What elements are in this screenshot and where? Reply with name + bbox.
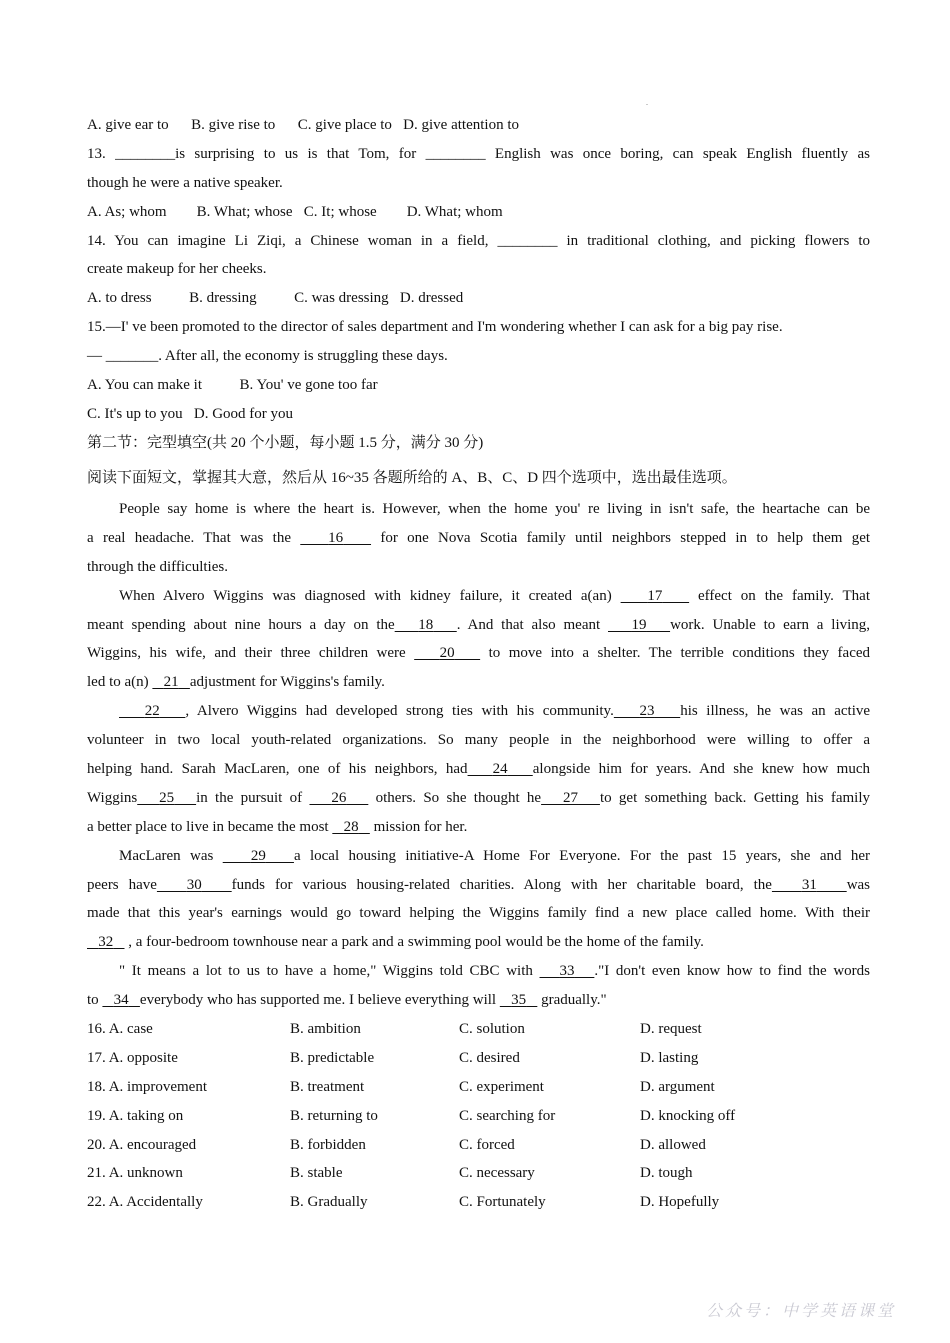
text-line bbox=[87, 582, 870, 611]
text-run: adjustment for Wiggins's family. bbox=[189, 674, 385, 691]
blank-34: 34 bbox=[113, 992, 129, 1009]
option bbox=[290, 1188, 367, 1217]
text-line bbox=[87, 755, 870, 784]
paragraph bbox=[87, 842, 870, 958]
text-line bbox=[87, 342, 870, 371]
option bbox=[640, 1073, 715, 1102]
blank-21: 21 bbox=[163, 674, 179, 691]
option bbox=[640, 1159, 693, 1188]
text-run: 15.—I' ve been promoted to the director of sales department and I'm wondering whether I can ask for a big pay rise. bbox=[87, 319, 783, 336]
option bbox=[459, 1159, 535, 1188]
option bbox=[640, 1102, 735, 1131]
blank-29: 29 bbox=[250, 847, 266, 864]
option bbox=[459, 1073, 544, 1102]
text-run: meant spending about nine hours a day on the bbox=[87, 616, 395, 633]
paragraph bbox=[87, 957, 870, 1015]
text-run: When Alvero Wiggins was diagnosed with kidney failure, it created a(an) bbox=[119, 587, 621, 604]
text-run: MacLaren was bbox=[119, 847, 223, 864]
text-run: A. You can make it B. You' ve gone too far bbox=[87, 377, 378, 394]
text-run: A. give ear to B. give rise to C. give place to D. give attention to bbox=[87, 117, 519, 133]
option-text: D. allowed bbox=[640, 1136, 706, 1153]
blank-22: 22 bbox=[144, 703, 160, 720]
text-run: Wiggins bbox=[87, 789, 138, 806]
option bbox=[87, 1159, 183, 1188]
text-line bbox=[87, 140, 870, 169]
text-line bbox=[87, 553, 870, 582]
option bbox=[640, 1044, 698, 1073]
blank-20: 20 bbox=[439, 645, 455, 662]
option bbox=[459, 1131, 515, 1160]
text-run: work. Unable to earn a living, bbox=[670, 616, 870, 633]
text-run: . And that also meant bbox=[456, 616, 608, 633]
questions-12-15 bbox=[87, 111, 870, 458]
question-number: 18. bbox=[87, 1078, 106, 1095]
text-line bbox=[87, 429, 870, 458]
blank-31: 31 bbox=[801, 876, 817, 893]
blank-30: 30 bbox=[186, 876, 202, 893]
option bbox=[290, 1131, 366, 1160]
option-row bbox=[87, 1015, 870, 1044]
text-run: A. As; whom B. What; whose C. It; whose D. What; whom bbox=[87, 203, 503, 220]
option-text: A. improvement bbox=[108, 1078, 208, 1095]
option-text: C. searching for bbox=[459, 1107, 556, 1124]
option bbox=[87, 1015, 153, 1044]
option-text: D. argument bbox=[640, 1078, 715, 1095]
blank-32: 32 bbox=[98, 934, 114, 951]
option-text: B. returning to bbox=[290, 1107, 378, 1124]
text-line bbox=[87, 784, 870, 813]
question-number: 17. bbox=[87, 1049, 106, 1066]
option bbox=[459, 1044, 520, 1073]
option bbox=[290, 1073, 364, 1102]
blank-17: 17 bbox=[647, 587, 663, 604]
blank-16: 16 bbox=[328, 529, 344, 546]
text-run: volunteer in two local youth-related organizations. So many people in the neighborhood were willing to offer a bbox=[87, 732, 870, 749]
option-text: B. treatment bbox=[290, 1078, 365, 1095]
text-run: to bbox=[87, 992, 103, 1009]
question-number: 16. bbox=[87, 1021, 106, 1038]
question-number: 22. bbox=[87, 1194, 106, 1211]
option-row bbox=[87, 1131, 870, 1160]
text-run: , Alvero Wiggins had developed strong ties with his community. bbox=[185, 703, 614, 720]
question-number: 21. bbox=[87, 1165, 106, 1182]
paragraph bbox=[87, 582, 870, 698]
text-run: a real headache. That was the bbox=[87, 529, 301, 546]
blank-33: 33 bbox=[559, 963, 575, 980]
cloze-passage bbox=[87, 470, 870, 1217]
text-run: to get something back. Getting his family bbox=[599, 789, 870, 806]
option bbox=[290, 1159, 343, 1188]
text-line bbox=[87, 813, 870, 842]
text-run: though he were a native speaker. bbox=[87, 174, 283, 191]
text-run: 14. You can imagine Li Ziqi, a Chinese woman in a field, ________ in traditional clothing, and picking flowers to bbox=[87, 232, 870, 249]
text-run: in the pursuit of bbox=[196, 789, 310, 806]
option-text: A. Accidentally bbox=[108, 1194, 203, 1211]
instruction: 阅读下面短文，掌握其大意，然后从 16~35 各题所给的 A、B、C、D 四个选项中，选出最佳选项。 bbox=[87, 470, 737, 486]
text-run: ."I don't even know how to find the words bbox=[594, 963, 870, 980]
option-text: D. Hopefully bbox=[640, 1194, 720, 1211]
option bbox=[459, 1102, 555, 1131]
text-line bbox=[87, 284, 870, 313]
question-number: 20. bbox=[87, 1136, 106, 1153]
option bbox=[87, 1044, 178, 1073]
text-run: 第二节：完型填空(共 20 个小题，每小题 1.5 分，满分 30 分) bbox=[87, 434, 484, 451]
text-run: others. So she thought he bbox=[368, 789, 542, 806]
option-text: D. lasting bbox=[640, 1049, 699, 1066]
option-text: B. Gradually bbox=[290, 1194, 368, 1211]
text-run: — _______. After all, the economy is struggling these days. bbox=[87, 348, 448, 365]
option-text: C. solution bbox=[459, 1021, 525, 1038]
text-run: peers have bbox=[87, 876, 157, 893]
text-line bbox=[87, 611, 870, 640]
options-list bbox=[87, 1015, 870, 1217]
option-text: B. forbidden bbox=[290, 1136, 366, 1153]
text-line bbox=[87, 198, 870, 227]
text-line bbox=[87, 986, 870, 1015]
option-text: A. opposite bbox=[108, 1049, 178, 1066]
option-text: A. taking on bbox=[108, 1107, 184, 1124]
option-text: D. tough bbox=[640, 1165, 693, 1182]
option-row bbox=[87, 1188, 870, 1217]
text-run: everybody who has supported me. I believe everything will bbox=[139, 992, 500, 1009]
option bbox=[459, 1015, 525, 1044]
option bbox=[459, 1188, 546, 1217]
text-run: create makeup for her cheeks. bbox=[87, 261, 267, 278]
text-line bbox=[87, 899, 870, 928]
text-line bbox=[87, 371, 870, 400]
blank-23: 23 bbox=[639, 703, 655, 720]
option bbox=[640, 1131, 706, 1160]
text-line bbox=[87, 495, 870, 524]
text-line bbox=[87, 928, 870, 957]
text-line bbox=[87, 227, 870, 256]
option-text: D. request bbox=[640, 1021, 702, 1038]
option-row bbox=[87, 1044, 870, 1073]
text-run: Wiggins, his wife, and their three children were bbox=[87, 645, 415, 662]
text-run: gradually." bbox=[537, 992, 607, 1009]
option bbox=[87, 1188, 203, 1217]
watermark: 公众号：中学英语课堂 bbox=[706, 1301, 897, 1320]
blank-26: 26 bbox=[331, 789, 347, 806]
text-run: his illness, he was an active bbox=[680, 703, 870, 720]
text-line bbox=[87, 697, 870, 726]
text-line bbox=[87, 255, 870, 284]
option bbox=[87, 1102, 183, 1131]
option-text: C. necessary bbox=[459, 1165, 535, 1182]
text-run: led to a(n) bbox=[87, 674, 153, 691]
text-run: , a four-bedroom townhouse near a park and a swimming pool would be the home of the family. bbox=[124, 934, 704, 951]
text-run: a better place to live in became the most bbox=[87, 818, 333, 835]
text-run: effect on the family. That bbox=[689, 587, 870, 604]
text-line bbox=[87, 400, 870, 429]
option bbox=[87, 1131, 196, 1160]
option-row bbox=[87, 1159, 870, 1188]
option-text: C. forced bbox=[459, 1136, 515, 1153]
text-run: C. It's up to you D. Good for you bbox=[87, 405, 294, 422]
option bbox=[290, 1044, 374, 1073]
text-run: 13. ________is surprising to us is that Tom, for ________ English was once boring, can speak English fluently as bbox=[87, 145, 870, 162]
text-run: People say home is where the heart is. However, when the home you' re living in isn't safe, the heartache can be bbox=[119, 501, 870, 517]
option-row bbox=[87, 1102, 870, 1131]
blank-18: 18 bbox=[418, 616, 434, 633]
text-run: for one Nova Scotia family until neighbors stepped in to help them get bbox=[371, 529, 870, 546]
text-line bbox=[87, 524, 870, 553]
text-line bbox=[87, 668, 870, 697]
option-text: B. predictable bbox=[290, 1049, 375, 1066]
option-text: C. experiment bbox=[459, 1078, 544, 1095]
blank-28: 28 bbox=[343, 818, 359, 835]
option-text: B. ambition bbox=[290, 1021, 361, 1038]
text-line bbox=[87, 726, 870, 755]
option bbox=[87, 1073, 207, 1102]
option bbox=[640, 1188, 719, 1217]
text-line bbox=[87, 842, 870, 871]
text-run: A. to dress B. dressing C. was dressing D. dressed bbox=[87, 290, 464, 307]
option-text: A. encouraged bbox=[108, 1136, 197, 1153]
option-text: A. unknown bbox=[108, 1165, 183, 1182]
text-run: mission for her. bbox=[369, 818, 468, 835]
text-line bbox=[87, 111, 870, 140]
text-run: alongside him for years. And she knew how much bbox=[532, 761, 870, 778]
stray-dot: . bbox=[646, 98, 648, 107]
text-run: funds for various housing-related charities. Along with her charitable board, the bbox=[231, 876, 772, 893]
text-run: made that this year's earnings would go toward helping the Wiggins family find a new place called home. With their bbox=[87, 905, 870, 922]
option-text: C. Fortunately bbox=[459, 1194, 546, 1211]
blank-24: 24 bbox=[492, 761, 508, 778]
option-text: B. stable bbox=[290, 1165, 343, 1182]
text-run: a local housing initiative-A Home For Everyone. For the past 15 years, she and her bbox=[293, 847, 870, 864]
text-run: " It means a lot to us to have a home," Wiggins told CBC with bbox=[119, 963, 540, 980]
paragraph bbox=[87, 697, 870, 841]
question-number: 19. bbox=[87, 1107, 106, 1124]
text-line bbox=[87, 871, 870, 900]
text-line bbox=[87, 639, 870, 668]
option bbox=[290, 1015, 361, 1044]
text-line bbox=[87, 313, 870, 342]
text-run: through the difficulties. bbox=[87, 558, 228, 575]
text-line bbox=[87, 169, 870, 198]
blank-35: 35 bbox=[511, 992, 527, 1009]
option-text: A. case bbox=[108, 1021, 153, 1038]
paragraph bbox=[87, 495, 870, 582]
text-run: helping hand. Sarah MacLaren, one of his neighbors, had bbox=[87, 761, 468, 778]
blank-25: 25 bbox=[159, 789, 175, 806]
option bbox=[640, 1015, 702, 1044]
text-run: to move into a shelter. The terrible conditions they faced bbox=[480, 645, 870, 662]
option-text: D. knocking off bbox=[640, 1107, 736, 1124]
option-text: C. desired bbox=[459, 1049, 520, 1066]
option-row bbox=[87, 1073, 870, 1102]
text-run: was bbox=[846, 876, 870, 893]
blank-19: 19 bbox=[631, 616, 647, 633]
option bbox=[290, 1102, 378, 1131]
text-line bbox=[87, 957, 870, 986]
blank-27: 27 bbox=[563, 789, 579, 806]
